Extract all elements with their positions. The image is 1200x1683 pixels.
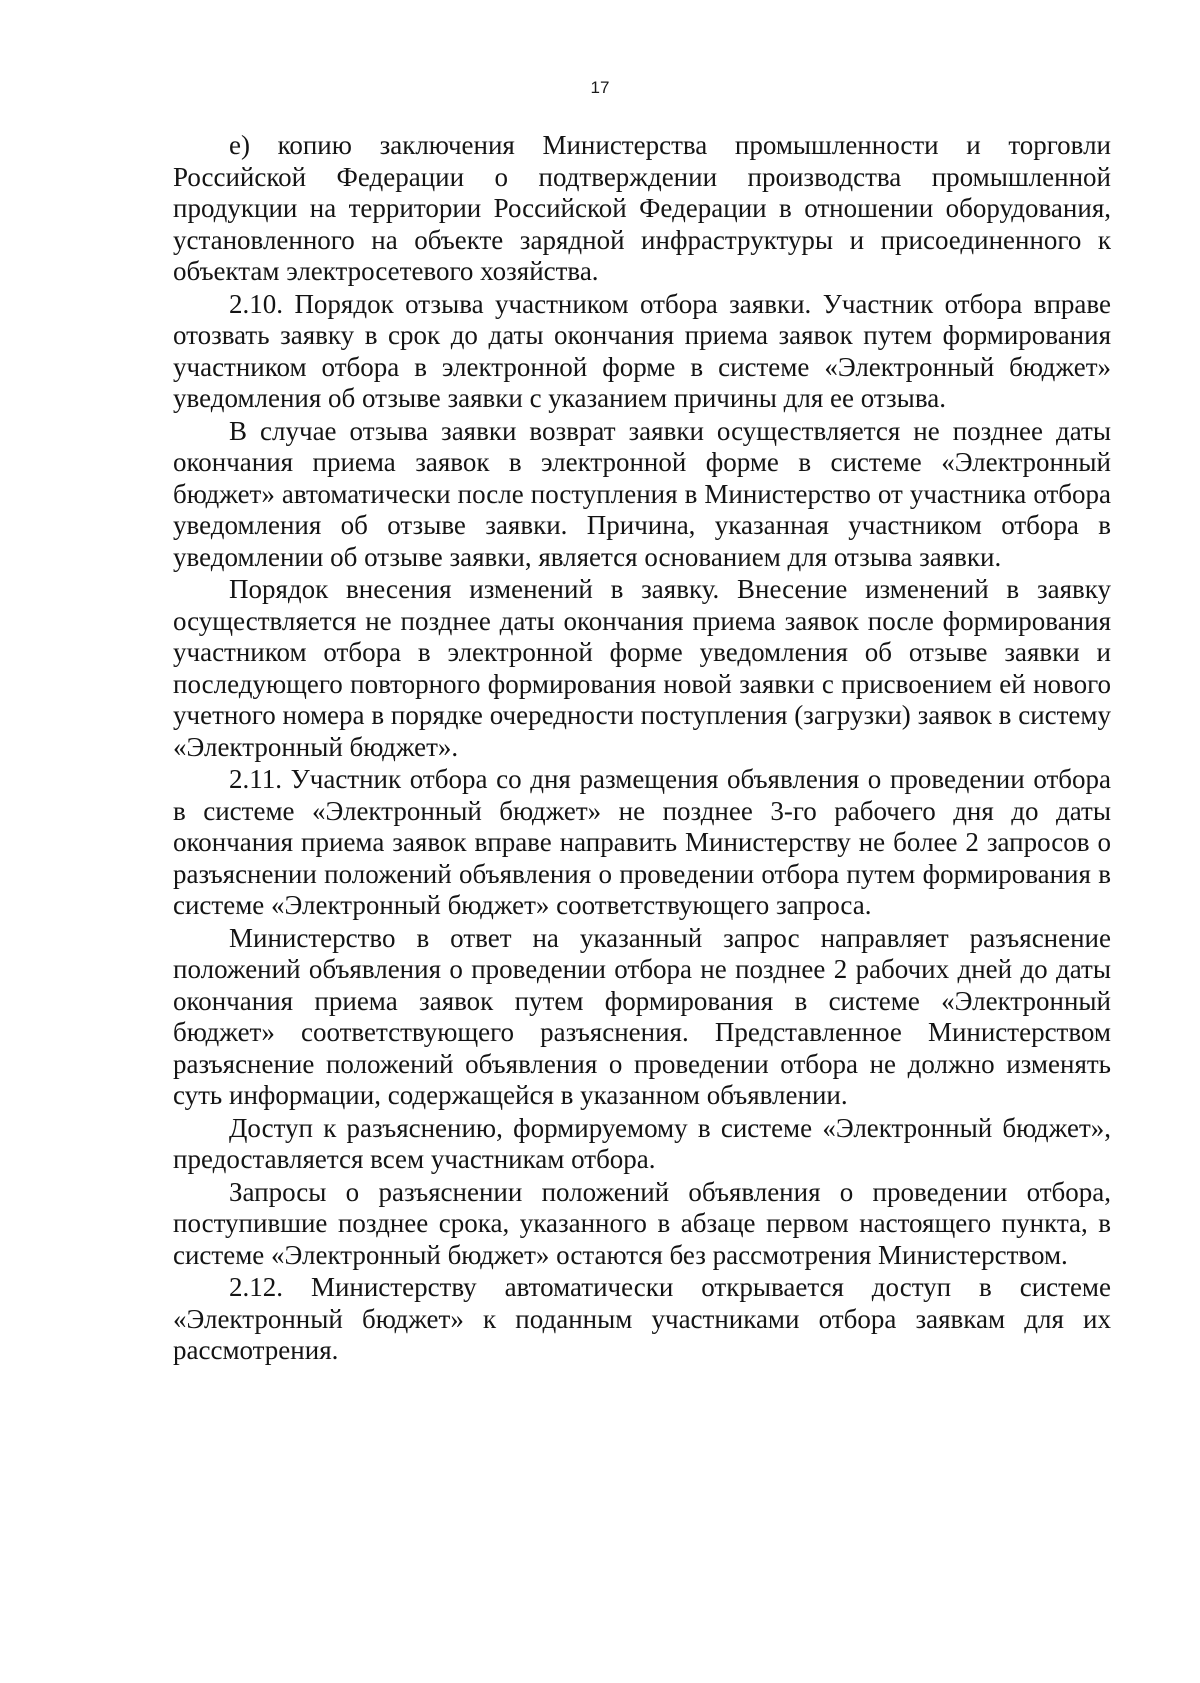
paragraph-late-requests: Запросы о разъяснении положений объявления о проведении отбора, поступившие позднее срока, указанного в абзаце первом настоящего пункта, в системе «Электронный бюджет» остаются без рассмотрения Министерством. [173,1176,1111,1270]
page-number: 17 [590,78,610,97]
paragraph-2-11: 2.11. Участник отбора со дня размещения объявления о проведении отбора в системе «Электронный бюджет» не позднее 3-го рабочего дня до даты окончания приема заявок вправе направить Министерству не более 2 запросов о разъяснении положений объявления о проведении отбора путем формирования в системе «Электронный бюджет» соответствующего запроса. [173,764,1111,920]
paragraph-withdrawal-return: В случае отзыва заявки возврат заявки осуществляется не позднее даты окончания приема заявок в электронной форме в системе «Электронный бюджет» автоматически после поступления в Министерство от участника отбора уведомления об отзыве заявки. Причина, указанная участником отбора в уведомлении об отзыве заявки, является основанием для отзыва заявки. [173,415,1111,572]
paragraph-2-12: 2.12. Министерству автоматически открывается доступ в системе «Электронный бюджет» к поданным участниками отбора заявкам для их рассмотрения. [173,1272,1111,1365]
document-body [173,130,1111,1368]
paragraph-ministry-response: Министерство в ответ на указанный запрос направляет разъяснение положений объявления о проведении отбора не позднее 2 рабочих дней до даты окончания приема заявок путем формирования в системе «Электронный бюджет» соответствующего разъяснения. Представленное Министерством разъяснение положений объявления о проведении отбора не должно изменять суть информации, содержащейся в указанном объявлении. [173,922,1111,1110]
paragraph-amendment-procedure: Порядок внесения изменений в заявку. Внесение изменений в заявку осуществляется не позднее даты окончания приема заявок после формирования участником отбора в электронной форме уведомления об отзыве заявки и последующего повторного формирования новой заявки с присвоением ей нового учетного номера в порядке очередности поступления (загрузки) заявок в систему «Электронный бюджет». [173,574,1111,762]
paragraph-e-conclusion: е) копию заключения Министерства промышленности и торговли Российской Федерации о подтверждении производства промышленной продукции на территории Российской Федерации в отношении оборудования, установленного на объекте зарядной инфраструктуры и присоединенного к объектам электросетевого хозяйства. [173,130,1111,286]
paragraph-2-10: 2.10. Порядок отзыва участником отбора заявки. Участник отбора вправе отозвать заявку в срок до даты окончания приема заявок путем формирования участником отбора в электронной форме в системе «Электронный бюджет» уведомления об отзыве заявки с указанием причины для ее отзыва. [173,288,1111,413]
paragraph-clarification-access: Доступ к разъяснению, формируемому в системе «Электронный бюджет», предоставляется всем участникам отбора. [173,1112,1111,1174]
